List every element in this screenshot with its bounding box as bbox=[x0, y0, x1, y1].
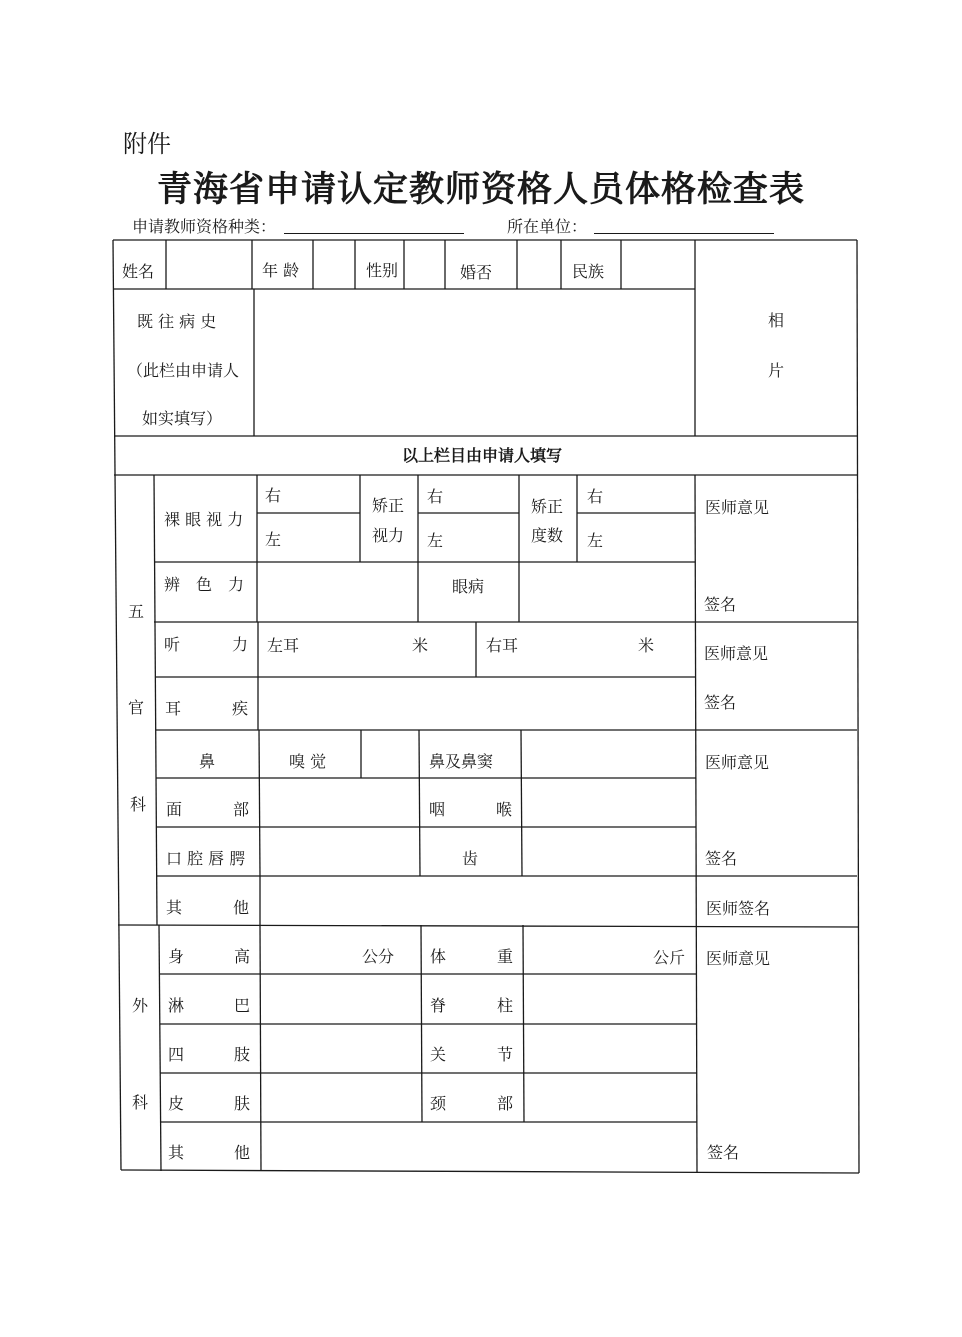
lymph-label-1: 淋 bbox=[168, 996, 185, 1015]
history-label-1: 既 往 病 史 bbox=[137, 312, 217, 331]
surgery-label-2: 科 bbox=[132, 1093, 149, 1112]
photo-label-1: 相 bbox=[768, 311, 785, 330]
nose-label: 鼻 bbox=[199, 752, 216, 771]
history-label-2: （此栏由申请人 bbox=[127, 361, 240, 380]
throat-label-2: 喉 bbox=[496, 800, 513, 819]
smell-label: 嗅 觉 bbox=[289, 752, 327, 771]
naked-vision-left-label: 左 bbox=[265, 530, 282, 549]
spine-label-1: 脊 bbox=[430, 996, 447, 1015]
corrected-vision-label-2: 视力 bbox=[372, 526, 405, 545]
ethnicity-label: 民族 bbox=[572, 262, 605, 281]
eye-signature-label: 签名 bbox=[704, 595, 737, 614]
right-ear-label: 右耳 bbox=[486, 636, 519, 655]
skin-label-1: 皮 bbox=[168, 1094, 185, 1113]
corrected-degree-label-2: 度数 bbox=[531, 526, 564, 545]
corrected-degree-label-1: 矫正 bbox=[531, 497, 564, 516]
ear-doctor-opinion-label: 医师意见 bbox=[704, 644, 769, 663]
neck-label-1: 颈 bbox=[430, 1094, 447, 1113]
five-organs-label-2: 官 bbox=[128, 698, 145, 717]
form-title: 青海省申请认定教师资格人员体格检查表 bbox=[156, 169, 805, 210]
nose-signature-label: 签名 bbox=[705, 849, 738, 868]
joints-label-1: 关 bbox=[430, 1045, 447, 1064]
eye-doctor-opinion-label: 医师意见 bbox=[705, 498, 770, 517]
name-field[interactable] bbox=[180, 256, 240, 282]
ear-disease-label-1: 耳 bbox=[165, 699, 182, 718]
weight-label-1: 体 bbox=[430, 947, 447, 966]
face-label-2: 部 bbox=[233, 800, 250, 819]
teeth-label: 齿 bbox=[462, 849, 479, 868]
weight-label-2: 重 bbox=[497, 947, 514, 966]
surgery-other-label-1: 其 bbox=[168, 1143, 185, 1162]
age-label: 年 龄 bbox=[262, 261, 300, 280]
corrected-vision-left-label: 左 bbox=[427, 531, 444, 550]
lymph-label-2: 巴 bbox=[234, 996, 251, 1015]
five-organs-label-1: 五 bbox=[128, 602, 145, 621]
surgery-other-label-2: 他 bbox=[234, 1143, 251, 1162]
weight-unit: 公斤 bbox=[653, 948, 686, 967]
gender-label: 性别 bbox=[366, 261, 399, 280]
throat-label-1: 咽 bbox=[429, 800, 446, 819]
naked-vision-label: 裸 眼 视 力 bbox=[164, 510, 244, 529]
height-label-1: 身 bbox=[168, 947, 185, 966]
surgery-doctor-opinion-label: 医师意见 bbox=[706, 949, 771, 968]
ear-disease-label-2: 疾 bbox=[232, 699, 249, 718]
five-organs-other-label-2: 他 bbox=[233, 898, 250, 917]
color-vision-label: 辨 色 力 bbox=[164, 575, 245, 594]
ear-signature-label: 签名 bbox=[704, 693, 737, 712]
history-label-3: 如实填写） bbox=[142, 409, 223, 428]
sinus-label: 鼻及鼻窦 bbox=[429, 752, 494, 771]
neck-label-2: 部 bbox=[497, 1094, 514, 1113]
corrected-degree-left-label: 左 bbox=[587, 531, 604, 550]
marital-label: 婚否 bbox=[460, 263, 493, 282]
five-organs-other-label-1: 其 bbox=[166, 898, 183, 917]
photo-label-2: 片 bbox=[768, 361, 785, 380]
left-ear-unit: 米 bbox=[412, 636, 429, 655]
name-label: 姓名 bbox=[122, 262, 155, 281]
hearing-label-1: 听 bbox=[164, 635, 181, 654]
face-label-1: 面 bbox=[166, 800, 183, 819]
joints-label-2: 节 bbox=[497, 1045, 514, 1064]
limbs-label-1: 四 bbox=[168, 1045, 185, 1064]
surgery-signature-label: 签名 bbox=[707, 1143, 740, 1162]
limbs-label-2: 肢 bbox=[234, 1045, 251, 1064]
attachment-label: 附件 bbox=[123, 130, 171, 158]
corrected-vision-right-label: 右 bbox=[427, 487, 444, 506]
applicant-fill-note: 以上栏目由申请人填写 bbox=[402, 446, 563, 465]
left-ear-label: 左耳 bbox=[267, 636, 300, 655]
eye-disease-label: 眼病 bbox=[452, 577, 485, 596]
corrected-vision-label-1: 矫正 bbox=[372, 496, 405, 515]
naked-vision-right-label: 右 bbox=[265, 486, 282, 505]
skin-label-2: 肤 bbox=[234, 1094, 251, 1113]
spine-label-2: 柱 bbox=[497, 996, 514, 1015]
right-ear-unit: 米 bbox=[638, 636, 655, 655]
height-label-2: 高 bbox=[234, 947, 251, 966]
nose-doctor-opinion-label: 医师意见 bbox=[705, 753, 770, 772]
height-unit: 公分 bbox=[362, 947, 395, 966]
oral-label: 口 腔 唇 腭 bbox=[166, 849, 246, 868]
doctor-signature-label: 医师签名 bbox=[706, 899, 771, 918]
surgery-label-1: 外 bbox=[132, 996, 149, 1015]
five-organs-label-3: 科 bbox=[130, 795, 147, 814]
qualification-type-label: 申请教师资格种类： bbox=[132, 217, 277, 236]
history-field[interactable] bbox=[262, 296, 682, 426]
hearing-label-2: 力 bbox=[232, 635, 249, 654]
corrected-degree-right-label: 右 bbox=[587, 487, 604, 506]
work-unit-label: 所在单位： bbox=[507, 217, 588, 236]
